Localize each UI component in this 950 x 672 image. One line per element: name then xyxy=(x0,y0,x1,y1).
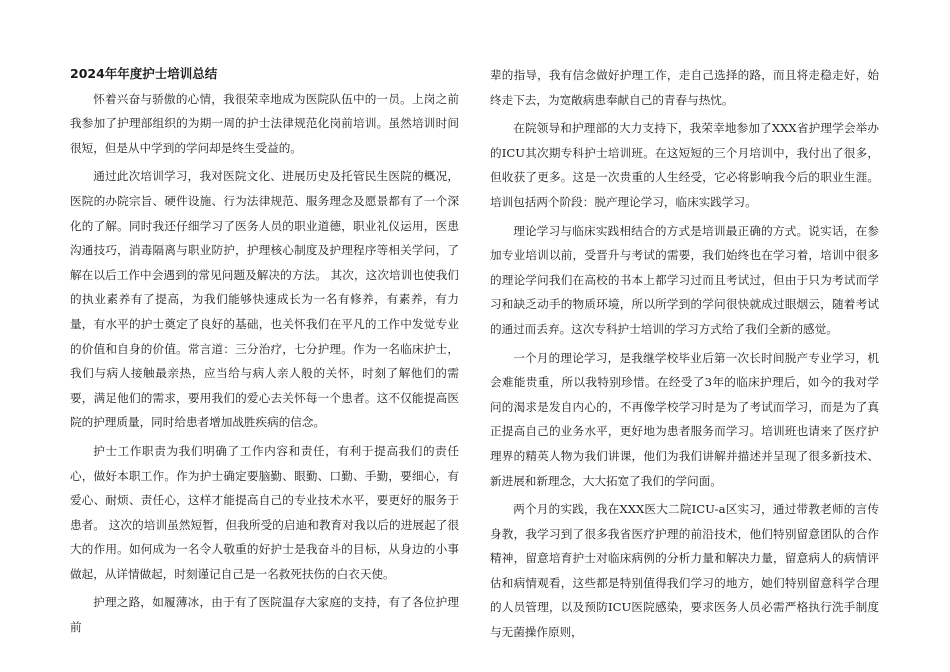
right-column xyxy=(490,63,879,645)
paragraph: 怀着兴奋与骄傲的心情，我很荣幸地成为医院队伍中的一员。上岗之前我参加了护理部组织的为期一周的护士法律规范化岗前培训。虽然培训时间很短，但是从中学到的学问却是终生受益的。 xyxy=(70,91,459,155)
paragraph: 护理之路，如履薄冰，由于有了医院温存大家庭的支持，有了各位护理前 xyxy=(70,595,459,635)
paragraph: 在院领导和护理部的大力支持下，我荣幸地参加了XXX省护理学会举办的ICU其次期专科护士培训班。在这短短的三个月培训中，我付出了很多，但收获了更多。这是一次贵重的人生经受，它必将影响我今后的职业生涯。培训包括两个阶段：脱产理论学习，临床实践学习。 xyxy=(490,121,879,209)
document-title: 2024年年度护士培训总结 xyxy=(70,66,218,81)
paragraph-continued: 辈的指导，我有信念做好护理工作，走自己选择的路，而且将走稳走好，始终走下去，为宽敞病患奉献自己的青春与热忱。 xyxy=(490,68,879,107)
paragraph: 理论学习与临床实践相结合的方式是培训最正确的方式。说实话，在参加专业培训以前，受晋升与考试的需要，我们始终也在学习着，培训中很多的理论学问我们在高校的书本上都学习过而且考试过，但由于只为考试而学习和缺乏动手的物质环境，所以所学到的学问很快就成过眼烟云，随着考试的通过而丢弃。这次专科护士培训的学习方式给了我们全新的感觉。 xyxy=(490,223,879,336)
left-column xyxy=(70,62,459,640)
paragraph: 护士工作职责为我们明确了工作内容和责任，有利于提高我们的责任心，做好本职工作。作为护士确定要脑勤、眼勤、口勤、手勤，要细心，有爱心、耐烦、责任心，这样才能提高自己的专业技术水平，要更好的服务于患者。 这次的培训虽然短暂，但我所受的启迪和教育对我以后的进展起了很大的作用。如何成为一名令人敬重的好护士是我奋斗的目标，从身边的小事做起，从详情做起，时刻谨记自己是一名救死扶伤的白衣天使。 xyxy=(70,443,459,581)
paragraph: 两个月的实践，我在XXX医大二院ICU-a区实习，通过带教老师的言传身教，我学习到了很多我省医疗护理的前沿技术，他们特别留意团队的合作精神，留意培育护士对临床病例的分析力量和解决力量，留意病人的病情评估和病情观看，这些都是特别值得我们学习的地方，她们特别留意科学合理的人员管理，以及预防ICU医院感染，要求医务人员必需严格执行洗手制度与无菌操作原则， xyxy=(490,502,879,640)
paragraph: 一个月的理论学习，是我继学校毕业后第一次长时间脱产专业学习，机会难能贵重，所以我特别珍惜。在经受了3年的临床护理后，如今的我对学问的渴求是发自内心的，不再像学校学习时是为了考试而学习，而是为了真正提高自己的业务水平，更好地为患者服务而学习。培训班也请来了医疗护理界的精英人物为我们讲课，他们为我们讲解并描述并呈现了很多新技术、新进展和新理念，大大拓宽了我们的学问面。 xyxy=(490,350,879,488)
paragraph: 通过此次培训学习，我对医院文化、进展历史及托管民生医院的概况，医院的办院宗旨、硬件设施、行为法律规范、服务理念及愿景都有了一个深化的了解。同时我还仔细学习了医务人员的职业道德，职业礼仪运用，医患沟通技巧，消毒隔离与职业防护，护理核心制度及护理程序等相关学问，了解在以后工作中会遇到的常见问题及解决的方法。 其次，这次培训也使我们的执业素养有了提高，为我们能够快速成长为一名有修养，有素养，有力量，有水平的护士奠定了良好的基础，也关怀我们在平凡的工作中发觉专业的价值和自身的价值。常言道：三分治疗，七分护理。作为一名临床护士，我们与病人接触最亲热，应当给与病人亲人般的关怀，时刻了解他们的需要，满足他们的需求，要用我们的爱心去关怀每一个患者。这不仅能提高医院的护理质量，同时给患者增加战胜疾病的信念。 xyxy=(70,169,459,430)
